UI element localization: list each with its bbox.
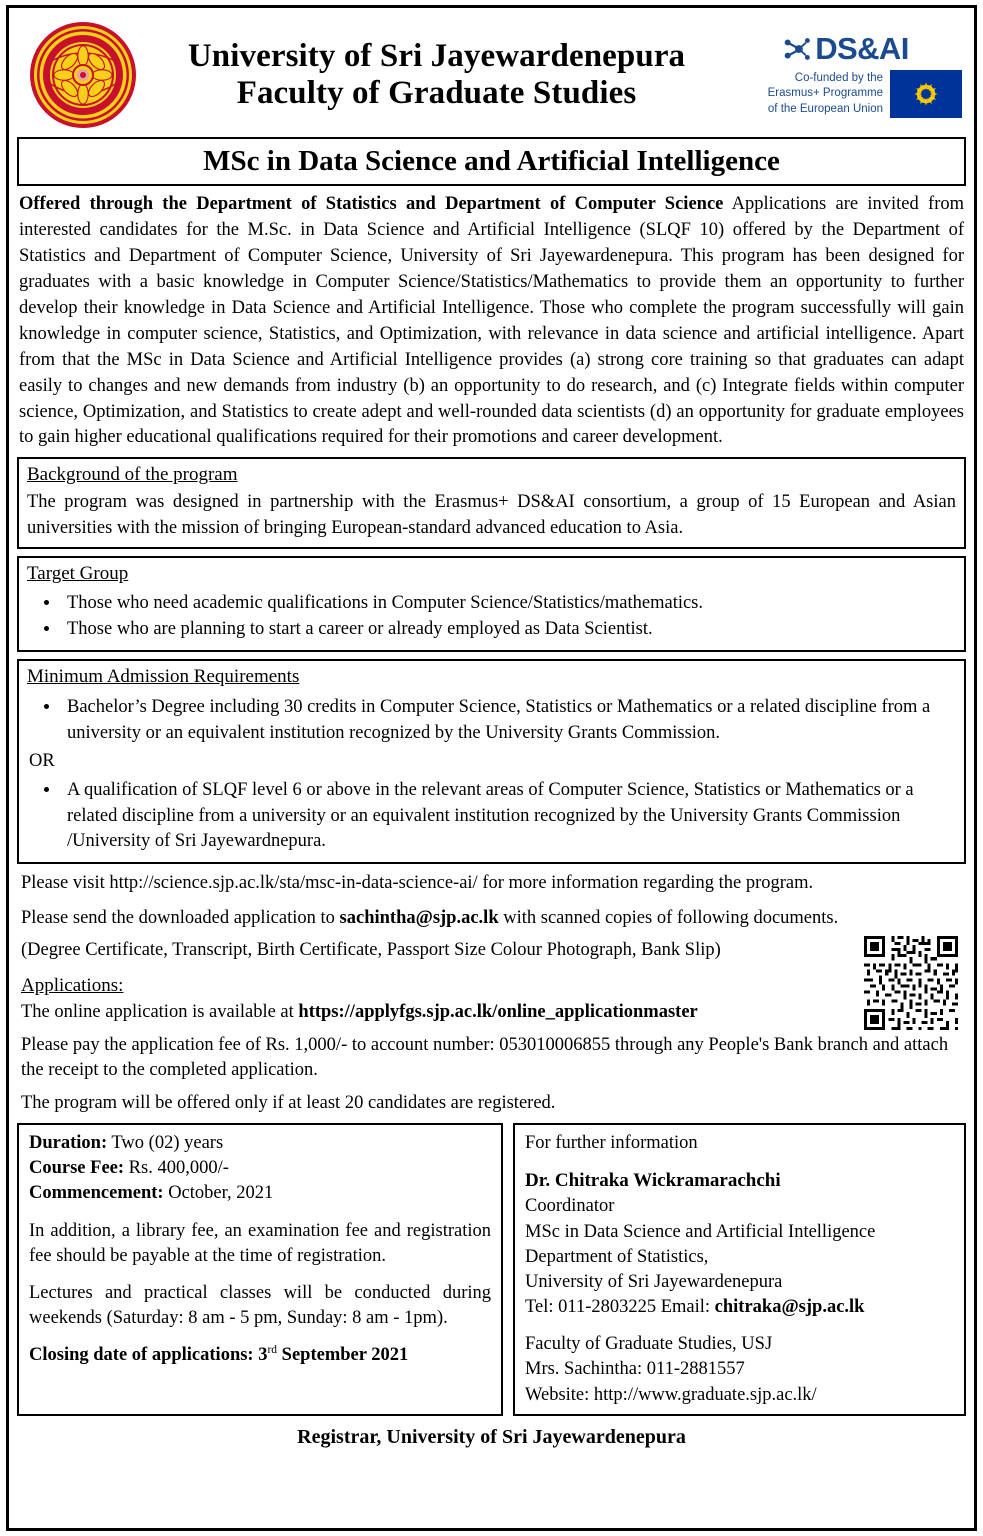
flyer-page [6, 5, 977, 1531]
online-prefix: The online application is available at [21, 1002, 299, 1023]
contact-heading: For further information [525, 1133, 698, 1154]
duration-row [29, 1133, 223, 1153]
online-application-url[interactable]: https://applyfgs.sjp.ac.lk/online_applicationmaster [298, 1002, 698, 1023]
admission-heading: Minimum Admission Requirements [27, 666, 300, 688]
registrar-footer: Registrar, University of Sri Jayewardenepura [297, 1425, 686, 1448]
application-qr-code[interactable] [860, 933, 962, 1033]
cofunded-line3: of the European Union [767, 102, 883, 115]
commencement-row [29, 1183, 273, 1203]
required-documents-line: (Degree Certificate, Transcript, Birth Certificate, Passport Size Colour Photograph, Bank Slip) [21, 940, 721, 961]
coordinator-university: University of Sri Jayewardenepura [525, 1271, 783, 1292]
course-fee-label: Course Fee: [29, 1158, 125, 1179]
coordinator-role: Coordinator [525, 1196, 615, 1217]
cofunded-block [730, 70, 962, 118]
duration-value: Two (02) years [107, 1133, 224, 1154]
application-fee-line: Please pay the application fee of Rs. 1,000/- to account number: 053010006855 through any People's Bank branch and attach the receipt to the completed application. [21, 1034, 949, 1081]
dsai-logo [730, 33, 962, 64]
cofunded-line2: Erasmus+ Programme [767, 87, 883, 100]
lectures-schedule-text: Lectures and practical classes will be conducted during weekends (Saturday: 8 am - 5 pm, Sunday: 8 am - 1pm). [29, 1282, 491, 1329]
target-group-list [27, 591, 956, 643]
commencement-label: Commencement: [29, 1183, 164, 1204]
applications-heading: Applications: [21, 974, 124, 996]
send-suffix: with scanned copies of following documents. [498, 907, 839, 928]
erasmus-branding [730, 31, 962, 118]
cofunded-line1: Co-funded by the [794, 72, 883, 85]
admission-list-1 [27, 695, 956, 747]
university-name-line1: University of Sri Jayewardenepura [187, 37, 686, 74]
admission-or: OR [29, 750, 55, 771]
online-application-line [21, 1000, 962, 1026]
coordinator-email[interactable]: chitraka@sjp.ac.lk [714, 1297, 865, 1318]
application-instructions [21, 871, 962, 1116]
closing-date-ordinal: rd [267, 1344, 278, 1357]
coordinator-name: Dr. Chitraka Wickramarachchi [525, 1170, 781, 1192]
admission-list-2 [27, 778, 956, 856]
coordinator-department: Department of Statistics, [525, 1246, 709, 1267]
send-prefix: Please send the downloaded application to [21, 907, 340, 928]
program-title: MSc in Data Science and Artificial Intelligence [203, 145, 780, 177]
university-seal-logo [29, 21, 137, 129]
university-name [137, 38, 730, 112]
sachintha-email[interactable]: sachintha@sjp.ac.lk [339, 907, 499, 928]
closing-date-month-year: September 2021 [277, 1345, 409, 1366]
closing-date-label: Closing date of applications: [29, 1345, 254, 1366]
network-nodes-icon [783, 34, 813, 64]
contact-details-block [525, 1168, 954, 1320]
coordinator-program: MSc in Data Science and Artificial Intelligence [525, 1221, 876, 1242]
intro-rest: Applications are invited from interested candidates for the M.Sc. in Data Science and Artificial Intelligence (SLQF 10) offered by the Department of Statistics and Department of Computer Science, University of Sri Jayewardenepura. This program has been designed for graduates with a basic knowledge in Computer Science/Statistics/Mathematics to provide them an opportunity to further develop their knowledge in Data Science and Artificial Intelligence. Those who complete the program successfully will gain knowledge in computer science, Statistics, and Optimization, with relevance in data science and artificial intelligence. Apart from that the MSc in Data Science and Artificial Intelligence provides (a) strong core training so that graduates can adapt easily to changes and new demands from industry (b) an opportunity to do research, and (c) Integrate fields within computer science, Optimization, and Statistics to create adept and well-rounded data scientists (d) an opportunity for graduate employees to gain higher educational qualifications required for their promotions and career development. [19, 194, 964, 448]
european-union-flag-icon [890, 70, 962, 118]
target-group-heading: Target Group [27, 562, 129, 584]
closing-date-row [29, 1343, 491, 1368]
course-fee-value: Rs. 400,000/- [124, 1158, 229, 1179]
list-item: • Bachelor’s Degree including 30 credits in Computer Science, Statistics or Mathematics or a related discipline from a university or an equivalent institution recognized by the University Grants Commission. [61, 695, 956, 747]
send-application-line [21, 906, 962, 932]
list-item: • A qualification of SLQF level 6 or above in the relevant areas of Computer Science, Statistics or Mathematics or a related discipline from a university or an equivalent institution recognized by the University Grants Commission /University of Sri Jayewardnepura. [61, 778, 956, 856]
cofunded-text [768, 71, 883, 117]
background-section [17, 457, 966, 548]
intro-lead: Offered through the Department of Statistics and Department of Computer Science [19, 194, 724, 215]
background-heading: Background of the program [27, 464, 238, 486]
page-header [15, 12, 968, 137]
dsai-logo-text: DS&AI [815, 31, 909, 66]
visit-website-line: Please visit http://science.sjp.ac.lk/sta/msc-in-data-science-ai/ for more information regarding the program. [21, 873, 814, 894]
additional-fees-text: In addition, a library fee, an examination fee and registration fee should be payable at the time of registration. [29, 1220, 491, 1266]
minimum-candidates-line: The program will be offered only if at least 20 candidates are registered. [21, 1092, 556, 1113]
coordinator-tel-label: Tel: 011-2803225 Email: [525, 1297, 715, 1318]
duration-label: Duration: [29, 1133, 108, 1154]
target-group-section [17, 556, 966, 653]
bottom-columns [17, 1123, 966, 1416]
course-details-box [17, 1123, 503, 1416]
faculty-name: Faculty of Graduate Studies, USJ [525, 1334, 773, 1355]
list-item: • Those who need academic qualifications in Computer Science/Statistics/mathematics. [61, 591, 956, 617]
closing-date-day: 3 [253, 1345, 268, 1366]
course-fee-row [29, 1158, 229, 1178]
contact-information-box [513, 1123, 966, 1416]
course-key-values [29, 1131, 491, 1206]
faculty-website[interactable]: Website: http://www.graduate.sjp.ac.lk/ [525, 1384, 817, 1405]
faculty-name-line2: Faculty of Graduate Studies [236, 74, 637, 111]
faculty-contact-block [525, 1332, 954, 1407]
admission-requirements-section [17, 659, 966, 864]
commencement-value: October, 2021 [163, 1183, 274, 1204]
program-title-box [17, 137, 966, 186]
list-item: • Those who are planning to start a career or already employed as Data Scientist. [61, 617, 956, 643]
secretary-contact: Mrs. Sachintha: 011-2881557 [525, 1359, 745, 1380]
background-text: The program was designed in partnership with the Erasmus+ DS&AI consortium, a group of 15 European and Asian universities with the mission of bringing European-standard advanced education to Asia. [27, 492, 956, 539]
program-introduction [19, 192, 964, 451]
